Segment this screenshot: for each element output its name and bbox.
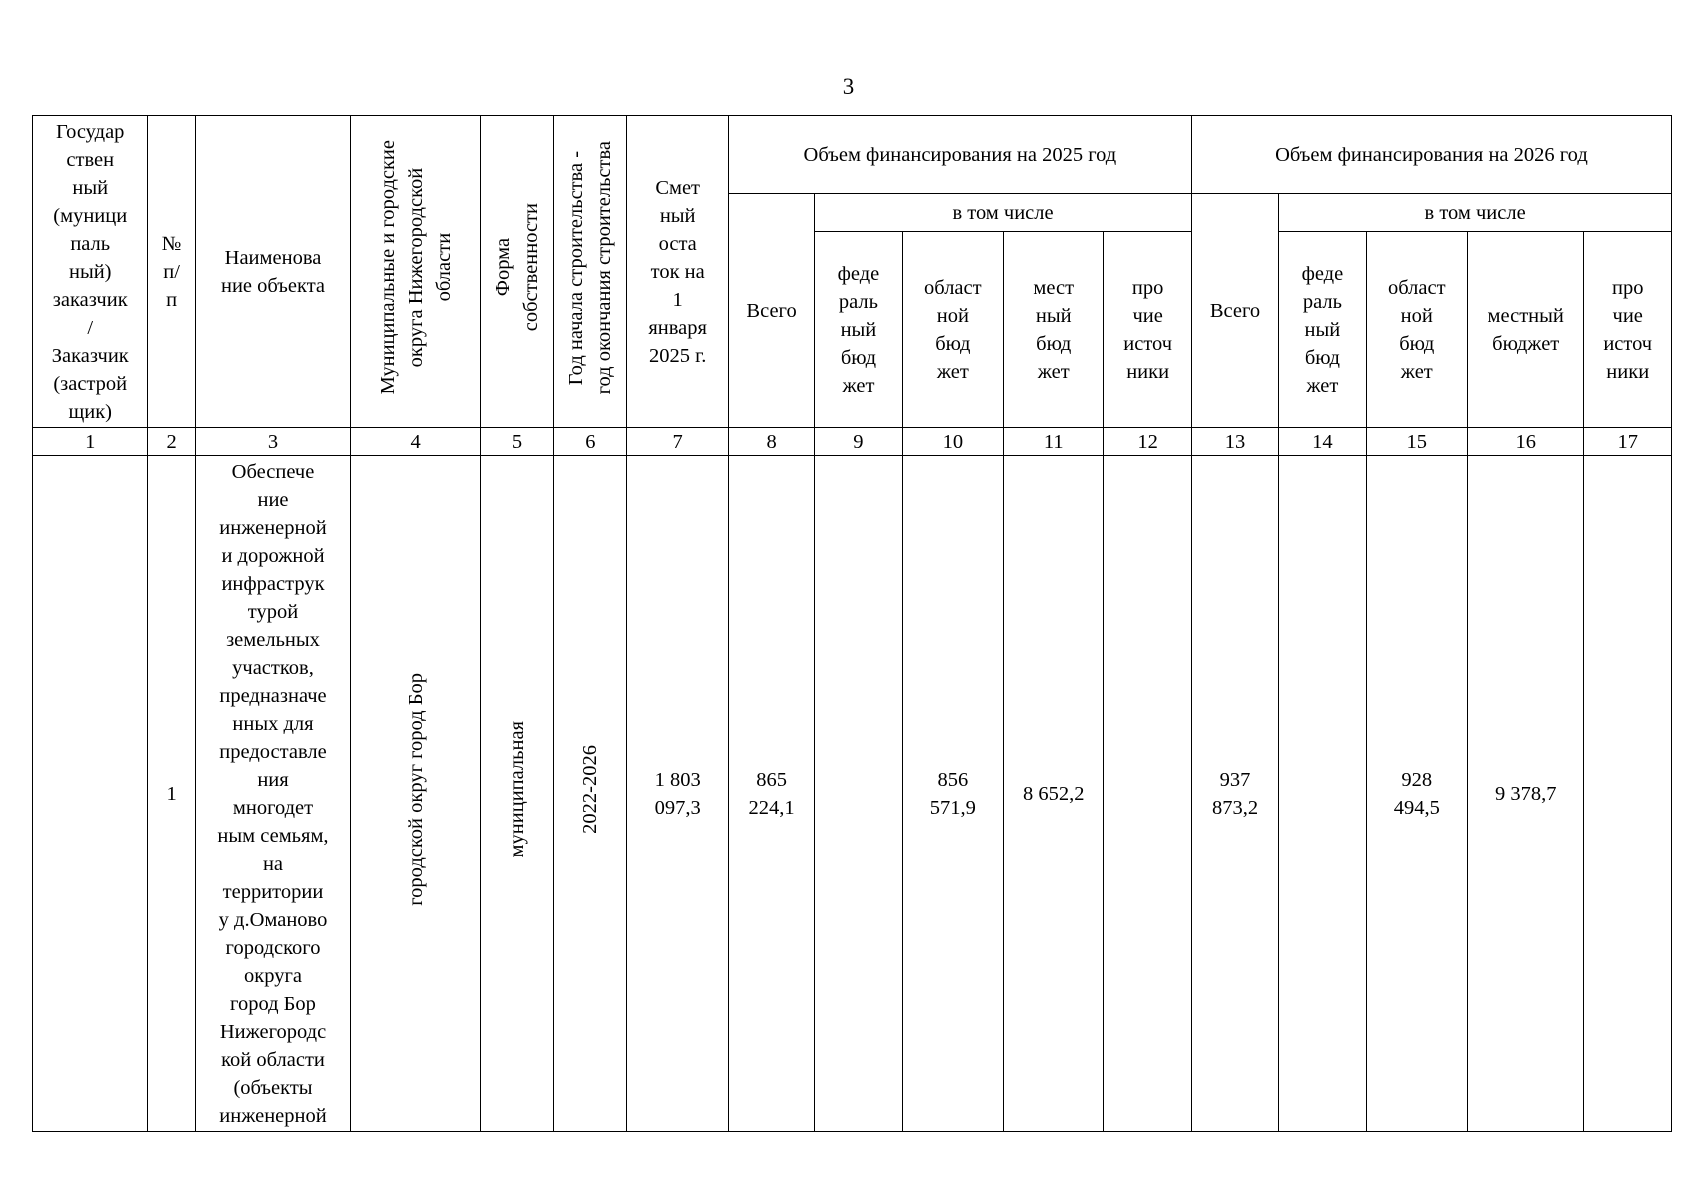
- column-number: 2: [148, 428, 195, 456]
- header-fin-2026: Объем финансирования на 2026 год: [1191, 116, 1671, 194]
- column-number: 7: [627, 428, 728, 456]
- column-number-row: [33, 428, 1672, 456]
- row-regional-2025: 856 571,9: [902, 456, 1003, 1132]
- column-number: 15: [1366, 428, 1467, 456]
- row-municipal-cell: [351, 456, 481, 1132]
- header-ownership-cell: [480, 116, 553, 428]
- header-customer: Государ ствен ный (муници паль ный) заказчик / Заказчик (застрой щик): [33, 116, 148, 428]
- row-balance: 1 803 097,3: [627, 456, 728, 1132]
- column-number: 13: [1191, 428, 1278, 456]
- financing-table: [32, 115, 1672, 1132]
- column-number: 11: [1004, 428, 1104, 456]
- header-years-cell: [554, 116, 627, 428]
- header-local-2026: местный бюджет: [1467, 232, 1583, 428]
- header-ownership: Форма собственности: [492, 203, 543, 332]
- column-number: 16: [1467, 428, 1583, 456]
- row-years: 2022-2026: [579, 745, 602, 834]
- column-number: 9: [815, 428, 902, 456]
- column-number: 12: [1104, 428, 1191, 456]
- row-number: 1: [148, 456, 195, 1132]
- header-including-2026: в том числе: [1279, 194, 1672, 232]
- row-local-2026: 9 378,7: [1467, 456, 1583, 1132]
- header-balance: Смет ный оста ток на 1 января 2025 г.: [627, 116, 728, 428]
- header-regional-2026: област ной бюд жет: [1366, 232, 1467, 428]
- row-ownership: муниципальная: [506, 721, 529, 858]
- column-number: 6: [554, 428, 627, 456]
- column-number: 1: [33, 428, 148, 456]
- header-other-2026: про чие источ ники: [1584, 232, 1672, 428]
- row-customer: [33, 456, 148, 1132]
- column-number: 4: [351, 428, 481, 456]
- column-number: 14: [1279, 428, 1366, 456]
- header-federal-2026: феде раль ный бюд жет: [1279, 232, 1366, 428]
- header-years: Год начала строительства - год окончания строительства: [565, 140, 616, 395]
- row-ownership-cell: [480, 456, 553, 1132]
- row-total-2026: 937 873,2: [1191, 456, 1278, 1132]
- header-local-2025: мест ный бюд жет: [1004, 232, 1104, 428]
- table-row: [33, 456, 1672, 1132]
- header-municipal-cell: [351, 116, 481, 428]
- row-object-name: Обеспече ние инженерной и дорожной инфраструк турой земельных участков, предназначе нных для предоставле ния многодет ным семьям, на территории у д.Оманово городского округа город Бор Нижегородс кой области (объекты инженерной: [195, 456, 351, 1132]
- row-municipal: городской округ город Бор: [404, 673, 427, 906]
- header-other-2025: про чие источ ники: [1104, 232, 1191, 428]
- header-fin-2025: Объем финансирования на 2025 год: [728, 116, 1191, 194]
- column-number: 10: [902, 428, 1003, 456]
- header-total-2026: Всего: [1191, 194, 1278, 428]
- row-federal-2026: [1279, 456, 1366, 1132]
- header-including-2025: в том числе: [815, 194, 1192, 232]
- row-years-cell: [554, 456, 627, 1132]
- header-regional-2025: област ной бюд жет: [902, 232, 1003, 428]
- column-number: 3: [195, 428, 351, 456]
- row-federal-2025: [815, 456, 902, 1132]
- row-regional-2026: 928 494,5: [1366, 456, 1467, 1132]
- header-object-name: Наименова ние объекта: [195, 116, 351, 428]
- header-total-2025: Всего: [728, 194, 814, 428]
- column-number: 5: [480, 428, 553, 456]
- header-municipal: Муниципальные и городские округа Нижегородской области: [376, 140, 455, 395]
- row-other-2025: [1104, 456, 1191, 1132]
- header-number: № п/ п: [148, 116, 195, 428]
- header-federal-2025: феде раль ный бюд жет: [815, 232, 902, 428]
- row-local-2025: 8 652,2: [1004, 456, 1104, 1132]
- column-number: 17: [1584, 428, 1672, 456]
- column-number: 8: [728, 428, 814, 456]
- row-total-2025: 865 224,1: [728, 456, 814, 1132]
- row-other-2026: [1584, 456, 1672, 1132]
- page-number: 3: [842, 74, 855, 99]
